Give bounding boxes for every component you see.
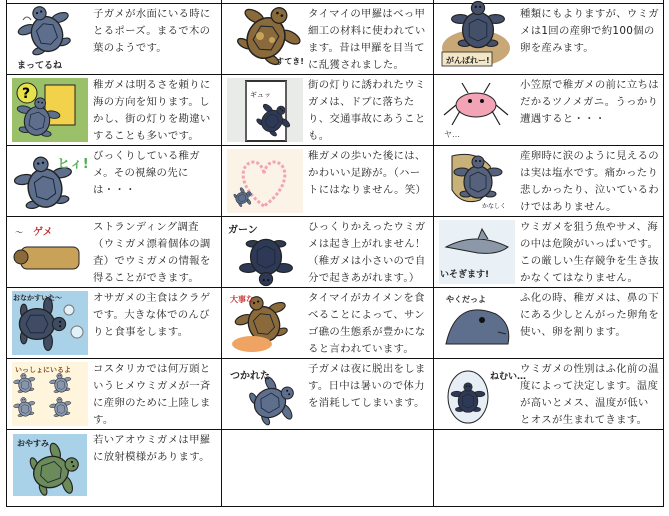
svg-text:ギュッ: ギュッ [250, 91, 271, 99]
turtle-eggs-nest-icon [438, 6, 516, 72]
icon-caption: つかれた [230, 371, 270, 382]
fact-card [7, 217, 221, 287]
surprised-hatchling-icon [11, 148, 89, 214]
fact-card [222, 288, 433, 358]
flipped-turtle-icon [226, 219, 304, 285]
table-row [7, 430, 664, 507]
fact-cell [434, 359, 664, 430]
icon-caption: ガーン [228, 225, 258, 236]
fact-text: 若いアオウミガメは甲羅に放射模様があります。 [93, 434, 211, 463]
hatching-caruncle-icon [438, 290, 516, 356]
fact-card [434, 75, 663, 145]
fact-cell [222, 430, 434, 507]
fact-text: びっくりしている稚ガメ。その視線の先には・・・ [93, 150, 200, 196]
fact-cell [222, 288, 434, 359]
fact-text: 産卵時に涙のように見えるのは実は塩水です。痛かったり悲しかったり、泣いているわけではありません。 [520, 150, 659, 213]
fact-text: 小笠原で稚ガメの前に立ちはだかるツノメガニ。うっかり遭遇すると・・・ [520, 79, 659, 125]
table-row [7, 217, 664, 288]
fact-text: タイマイの甲羅はべっ甲細工の材料に使われています。昔は甲羅を目当てに乱獲されました。 [308, 8, 426, 71]
fact-cell [222, 4, 434, 75]
svg-text:〜: 〜 [15, 228, 23, 237]
table-row [7, 4, 664, 75]
fact-cell [222, 217, 434, 288]
fact-card [434, 4, 663, 74]
icon-caption: ゲメ [33, 227, 53, 238]
table-row [7, 146, 664, 217]
fact-cell [7, 75, 222, 146]
hawksbill-sponge-icon [226, 290, 304, 356]
hatchling-streetlight-icon [11, 77, 89, 143]
fact-card [434, 288, 663, 358]
fact-card [222, 217, 433, 287]
fact-text: 稚ガメの歩いた後には、かわいい足跡が。（ハートにはなりません。笑） [308, 150, 427, 196]
table-row [7, 75, 664, 146]
fact-cell [222, 75, 434, 146]
turtle-in-ditch-icon [226, 77, 304, 143]
fact-text: 種類にもよりますが、ウミガメは1回の産卵で約100個の卵を産みます。 [520, 8, 659, 54]
fact-cell [434, 430, 664, 507]
fact-text: ウミガメを狙う魚やサメ、海の中は危険がいっぱいです。この厳しい生存競争を生き抜かなくてはなりません。 [520, 221, 659, 284]
olive-ridley-arribada-icon [11, 361, 89, 427]
fact-cell [7, 146, 222, 217]
fact-text: ひっくりかえったウミガメは起き上がれません！（稚ガメは小さいので自分で起きあがれます。） [308, 221, 426, 284]
icon-caption: いそぎます! [440, 270, 490, 280]
fact-cell [222, 146, 434, 217]
fact-text: 街の灯りに誘われたウミガメは、ドブに落ちたり、交通事故にあうことも。 [308, 79, 426, 142]
fact-card [7, 4, 221, 74]
hawksbill-turtle-icon [226, 6, 304, 72]
fact-card [434, 217, 663, 287]
fact-card [7, 430, 221, 506]
shark-icon [438, 219, 516, 285]
fact-cell [7, 288, 222, 359]
fact-cell [7, 430, 222, 507]
turtle-floating-pose-icon [11, 6, 89, 72]
fact-text: ストランディング調査（ウミガメ漂着個体の調査）でウミガメの情報を得ることができます。 [93, 221, 211, 284]
fact-card [434, 359, 663, 429]
heart-tracks-icon [226, 148, 304, 214]
icon-caption: ねむい… [490, 372, 527, 382]
fact-cell [434, 288, 664, 359]
egg-temperature-icon [438, 361, 527, 427]
fact-cell [7, 4, 222, 75]
fact-cell [434, 217, 664, 288]
fact-cell [7, 359, 222, 430]
icon-caption: おやすみ [17, 439, 49, 448]
fact-text: コスタリカでは何万頭というヒメウミガメが一斉に産卵のために上陸します。 [93, 363, 211, 426]
fact-cell [434, 146, 664, 217]
svg-text:かなしく: かなしく [482, 203, 507, 210]
fact-grid [6, 0, 664, 507]
fact-cell [434, 4, 664, 75]
fact-card [222, 75, 433, 145]
fact-card [434, 146, 663, 216]
icon-caption: やくだっよ [446, 295, 486, 304]
icon-caption: すてき! [276, 57, 304, 66]
table-row [7, 359, 664, 430]
fact-text: オサガメの主食はクラゲです。大きな体でのんびりと食事をします。 [93, 292, 211, 338]
fact-card [222, 4, 433, 74]
green-turtle-sleeping-icon [11, 432, 89, 498]
icon-caption: 大事な [230, 295, 254, 304]
fact-card [7, 146, 221, 216]
fact-text: 子ガメは夜に脱出をします。日中は暑いので体力を消耗してしまいます。 [308, 363, 426, 409]
ghost-crab-icon [438, 77, 516, 143]
fact-card [7, 75, 221, 145]
fact-text: ふ化の時、稚ガメは、鼻の下にある少しとんがった卵角を使い、卵を割ります。 [520, 292, 659, 338]
fact-card [222, 359, 433, 429]
fact-card [7, 288, 221, 358]
stranding-survey-icon [11, 219, 89, 285]
svg-text:?: ? [22, 86, 31, 102]
fact-card [222, 146, 433, 216]
svg-text:ヤ…: ヤ… [444, 130, 460, 139]
fact-text: ウミガメの性別はふ化前の温度によって決定します。温度が高いとメス、温度が低いとオスが生まれてきます。 [520, 363, 659, 426]
icon-caption: まってるね [17, 61, 63, 71]
svg-text:ヒィ!: ヒィ! [57, 157, 89, 172]
icon-caption: がんばれー! [446, 56, 490, 65]
tired-hatchling-icon [226, 361, 304, 427]
icon-caption: いっしょにいるよ [15, 366, 71, 374]
tearful-turtle-icon [438, 148, 516, 214]
fact-cell [7, 217, 222, 288]
fact-cell [434, 75, 664, 146]
icon-caption: おなかすいた〜 [13, 294, 62, 302]
fact-card [7, 359, 221, 429]
leatherback-jellyfish-icon [11, 290, 89, 356]
fact-text: 子ガメが水面にいる時にとるポーズ。まるで木の葉のようです。 [93, 8, 211, 54]
fact-text: タイマイがカイメンを食べることによって、サンゴ礁の生態系が豊かになると言われています。 [308, 292, 426, 355]
fact-cell [222, 359, 434, 430]
fact-text: 稚ガメは明るさを頼りに海の方向を知ります。しかし、街の灯りを勘違いすることも多いです。 [93, 79, 211, 142]
table-row [7, 288, 664, 359]
